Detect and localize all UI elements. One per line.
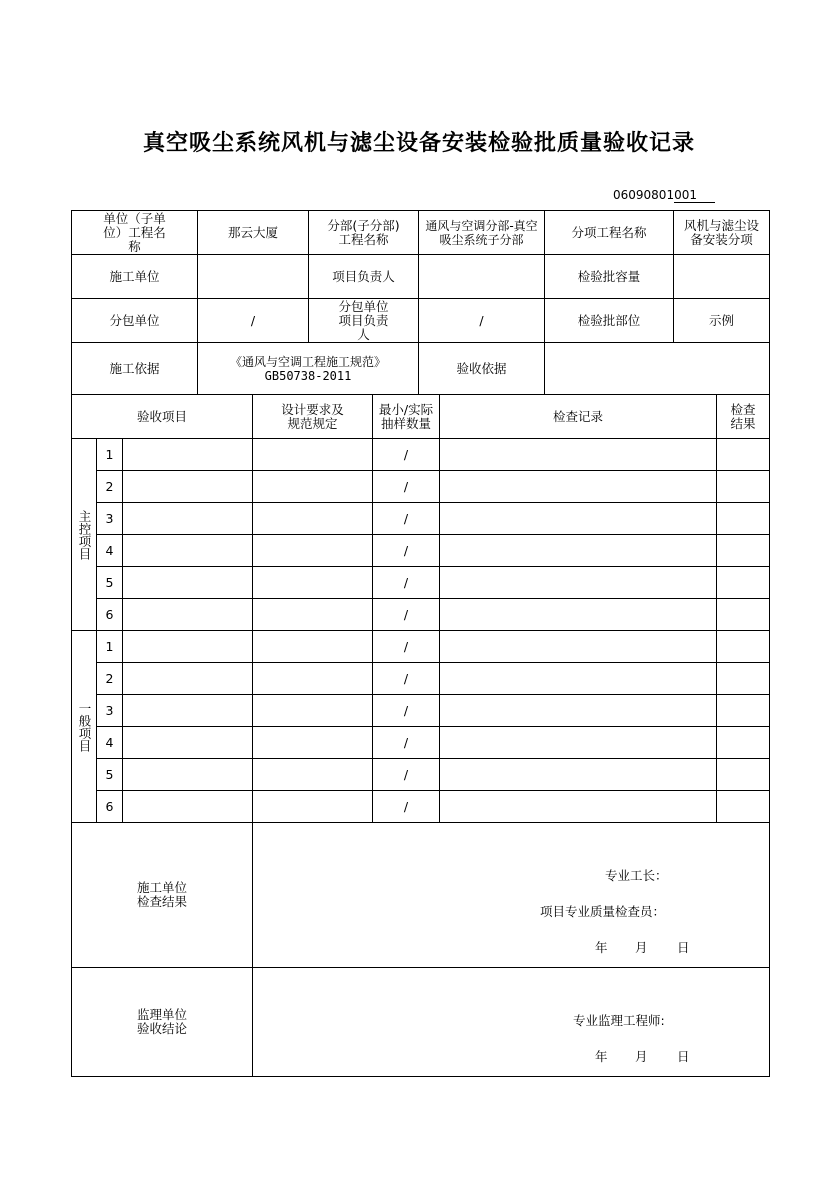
- table-row: [72, 567, 770, 599]
- pm-label: 项目负责人: [309, 255, 419, 299]
- items-table: [71, 394, 770, 1077]
- group-label: 主控项目: [72, 439, 97, 631]
- record-cell[interactable]: [440, 439, 717, 471]
- table-row: [72, 471, 770, 503]
- table-row: [72, 663, 770, 695]
- record-cell[interactable]: [440, 631, 717, 663]
- result-cell[interactable]: [717, 631, 770, 663]
- item-cell[interactable]: [123, 791, 253, 823]
- result-cell[interactable]: [717, 727, 770, 759]
- record-code: [613, 188, 715, 202]
- supervisor-month: 月: [635, 1049, 648, 1064]
- table-row: [72, 599, 770, 631]
- division-value[interactable]: 通风与空调分部-真空吸尘系统子分部: [419, 211, 545, 255]
- capacity-label: 检验批容量: [545, 255, 674, 299]
- capacity-value[interactable]: [674, 255, 770, 299]
- sub-value[interactable]: /: [198, 299, 309, 343]
- item-cell[interactable]: [123, 503, 253, 535]
- engineer-label: 专业监理工程师:: [573, 1013, 665, 1028]
- batch-part-value[interactable]: 示例: [674, 299, 770, 343]
- row-number: 3: [97, 695, 123, 727]
- division-label: 分部(子分部)工程名称: [309, 211, 419, 255]
- document-title: 真空吸尘系统风机与滤尘设备安装检验批质量验收记录: [142, 130, 695, 156]
- row-number: 3: [97, 503, 123, 535]
- supervisor-year: 年: [595, 1049, 608, 1064]
- design-cell[interactable]: [253, 599, 373, 631]
- contractor-day: 日: [677, 940, 690, 955]
- col-sample-header: 最小/实际抽样数量: [373, 395, 440, 439]
- pm-value[interactable]: [419, 255, 545, 299]
- sample-cell[interactable]: /: [373, 727, 440, 759]
- sample-cell[interactable]: /: [373, 599, 440, 631]
- accept-basis-value[interactable]: [545, 343, 770, 395]
- sample-cell[interactable]: /: [373, 759, 440, 791]
- col-result-header: 检查结果: [717, 395, 770, 439]
- supervisor-check-area[interactable]: [253, 968, 770, 1077]
- item-cell[interactable]: [123, 631, 253, 663]
- table-row: [72, 503, 770, 535]
- sample-cell[interactable]: /: [373, 471, 440, 503]
- row-number: 6: [97, 599, 123, 631]
- record-cell[interactable]: [440, 503, 717, 535]
- code-suffix: 001: [674, 188, 715, 203]
- design-cell[interactable]: [253, 791, 373, 823]
- design-cell[interactable]: [253, 695, 373, 727]
- result-cell[interactable]: [717, 503, 770, 535]
- contractor-check-area[interactable]: [253, 823, 770, 968]
- code-prefix: 06090801: [613, 188, 675, 202]
- record-cell[interactable]: [440, 471, 717, 503]
- design-cell[interactable]: [253, 503, 373, 535]
- record-cell[interactable]: [440, 791, 717, 823]
- contractor-check-label: 施工单位检查结果: [72, 823, 253, 968]
- table-row: [72, 439, 770, 471]
- design-cell[interactable]: [253, 631, 373, 663]
- sample-cell[interactable]: /: [373, 663, 440, 695]
- basis-value-line1: 《通风与空调工程施工规范》: [229, 354, 386, 369]
- basis-label: 施工依据: [72, 343, 198, 395]
- result-cell[interactable]: [717, 695, 770, 727]
- foreman-label: 专业工长：: [605, 868, 668, 883]
- sample-cell[interactable]: /: [373, 503, 440, 535]
- subitem-value[interactable]: 风机与滤尘设备安装分项: [674, 211, 770, 255]
- record-cell[interactable]: [440, 599, 717, 631]
- design-cell[interactable]: [253, 471, 373, 503]
- sub-pm-label: 分包单位项目负责人: [309, 299, 419, 343]
- result-cell[interactable]: [717, 535, 770, 567]
- unit-label: 单位（子单位）工程名称: [72, 211, 198, 255]
- row-number: 5: [97, 759, 123, 791]
- table-row: [72, 535, 770, 567]
- row-number: 1: [97, 439, 123, 471]
- contractor-label: 施工单位: [72, 255, 198, 299]
- table-row: [72, 695, 770, 727]
- item-cell[interactable]: [123, 439, 253, 471]
- table-row: [72, 631, 770, 663]
- header-table: [71, 210, 770, 395]
- design-cell[interactable]: [253, 727, 373, 759]
- item-cell[interactable]: [123, 663, 253, 695]
- basis-value[interactable]: [198, 343, 419, 395]
- basis-value-line2: GB50738-2011: [264, 368, 352, 383]
- group-label: 一般项目: [72, 631, 97, 823]
- record-cell[interactable]: [440, 567, 717, 599]
- row-number: 2: [97, 471, 123, 503]
- item-cell[interactable]: [123, 695, 253, 727]
- accept-basis-label: 验收依据: [419, 343, 545, 395]
- table-row: [72, 759, 770, 791]
- col-design-header: 设计要求及规范规定: [253, 395, 373, 439]
- record-cell[interactable]: [440, 663, 717, 695]
- result-cell[interactable]: [717, 567, 770, 599]
- row-number: 1: [97, 631, 123, 663]
- result-cell[interactable]: [717, 791, 770, 823]
- sample-cell[interactable]: /: [373, 535, 440, 567]
- contractor-year: 年: [595, 940, 608, 955]
- result-cell[interactable]: [717, 471, 770, 503]
- supervisor-check-label: 监理单位验收结论: [72, 968, 253, 1077]
- col-item-header: 验收项目: [72, 395, 253, 439]
- design-cell[interactable]: [253, 439, 373, 471]
- row-number: 4: [97, 535, 123, 567]
- design-cell[interactable]: [253, 567, 373, 599]
- record-cell[interactable]: [440, 695, 717, 727]
- result-cell[interactable]: [717, 439, 770, 471]
- supervisor-day: 日: [677, 1049, 690, 1064]
- design-cell[interactable]: [253, 759, 373, 791]
- item-cell[interactable]: [123, 471, 253, 503]
- sample-cell[interactable]: /: [373, 631, 440, 663]
- item-cell[interactable]: [123, 599, 253, 631]
- sample-cell[interactable]: /: [373, 439, 440, 471]
- design-cell[interactable]: [253, 663, 373, 695]
- unit-value[interactable]: 那云大厦: [198, 211, 309, 255]
- sample-cell[interactable]: /: [373, 791, 440, 823]
- item-cell[interactable]: [123, 535, 253, 567]
- item-cell[interactable]: [123, 727, 253, 759]
- sample-cell[interactable]: /: [373, 695, 440, 727]
- record-cell[interactable]: [440, 727, 717, 759]
- sample-cell[interactable]: /: [373, 567, 440, 599]
- design-cell[interactable]: [253, 535, 373, 567]
- item-cell[interactable]: [123, 567, 253, 599]
- sub-label: 分包单位: [72, 299, 198, 343]
- row-number: 2: [97, 663, 123, 695]
- batch-part-label: 检验批部位: [545, 299, 674, 343]
- sub-pm-value[interactable]: /: [419, 299, 545, 343]
- result-cell[interactable]: [717, 759, 770, 791]
- record-cell[interactable]: [440, 759, 717, 791]
- inspector-label: 项目专业质量检查员：: [540, 904, 666, 919]
- row-number: 6: [97, 791, 123, 823]
- item-cell[interactable]: [123, 759, 253, 791]
- table-row: [72, 791, 770, 823]
- contractor-month: 月: [635, 940, 648, 955]
- record-cell[interactable]: [440, 535, 717, 567]
- result-cell[interactable]: [717, 599, 770, 631]
- result-cell[interactable]: [717, 663, 770, 695]
- row-number: 5: [97, 567, 123, 599]
- table-row: [72, 727, 770, 759]
- subitem-label: 分项工程名称: [545, 211, 674, 255]
- contractor-value[interactable]: [198, 255, 309, 299]
- row-number: 4: [97, 727, 123, 759]
- col-record-header: 检查记录: [440, 395, 717, 439]
